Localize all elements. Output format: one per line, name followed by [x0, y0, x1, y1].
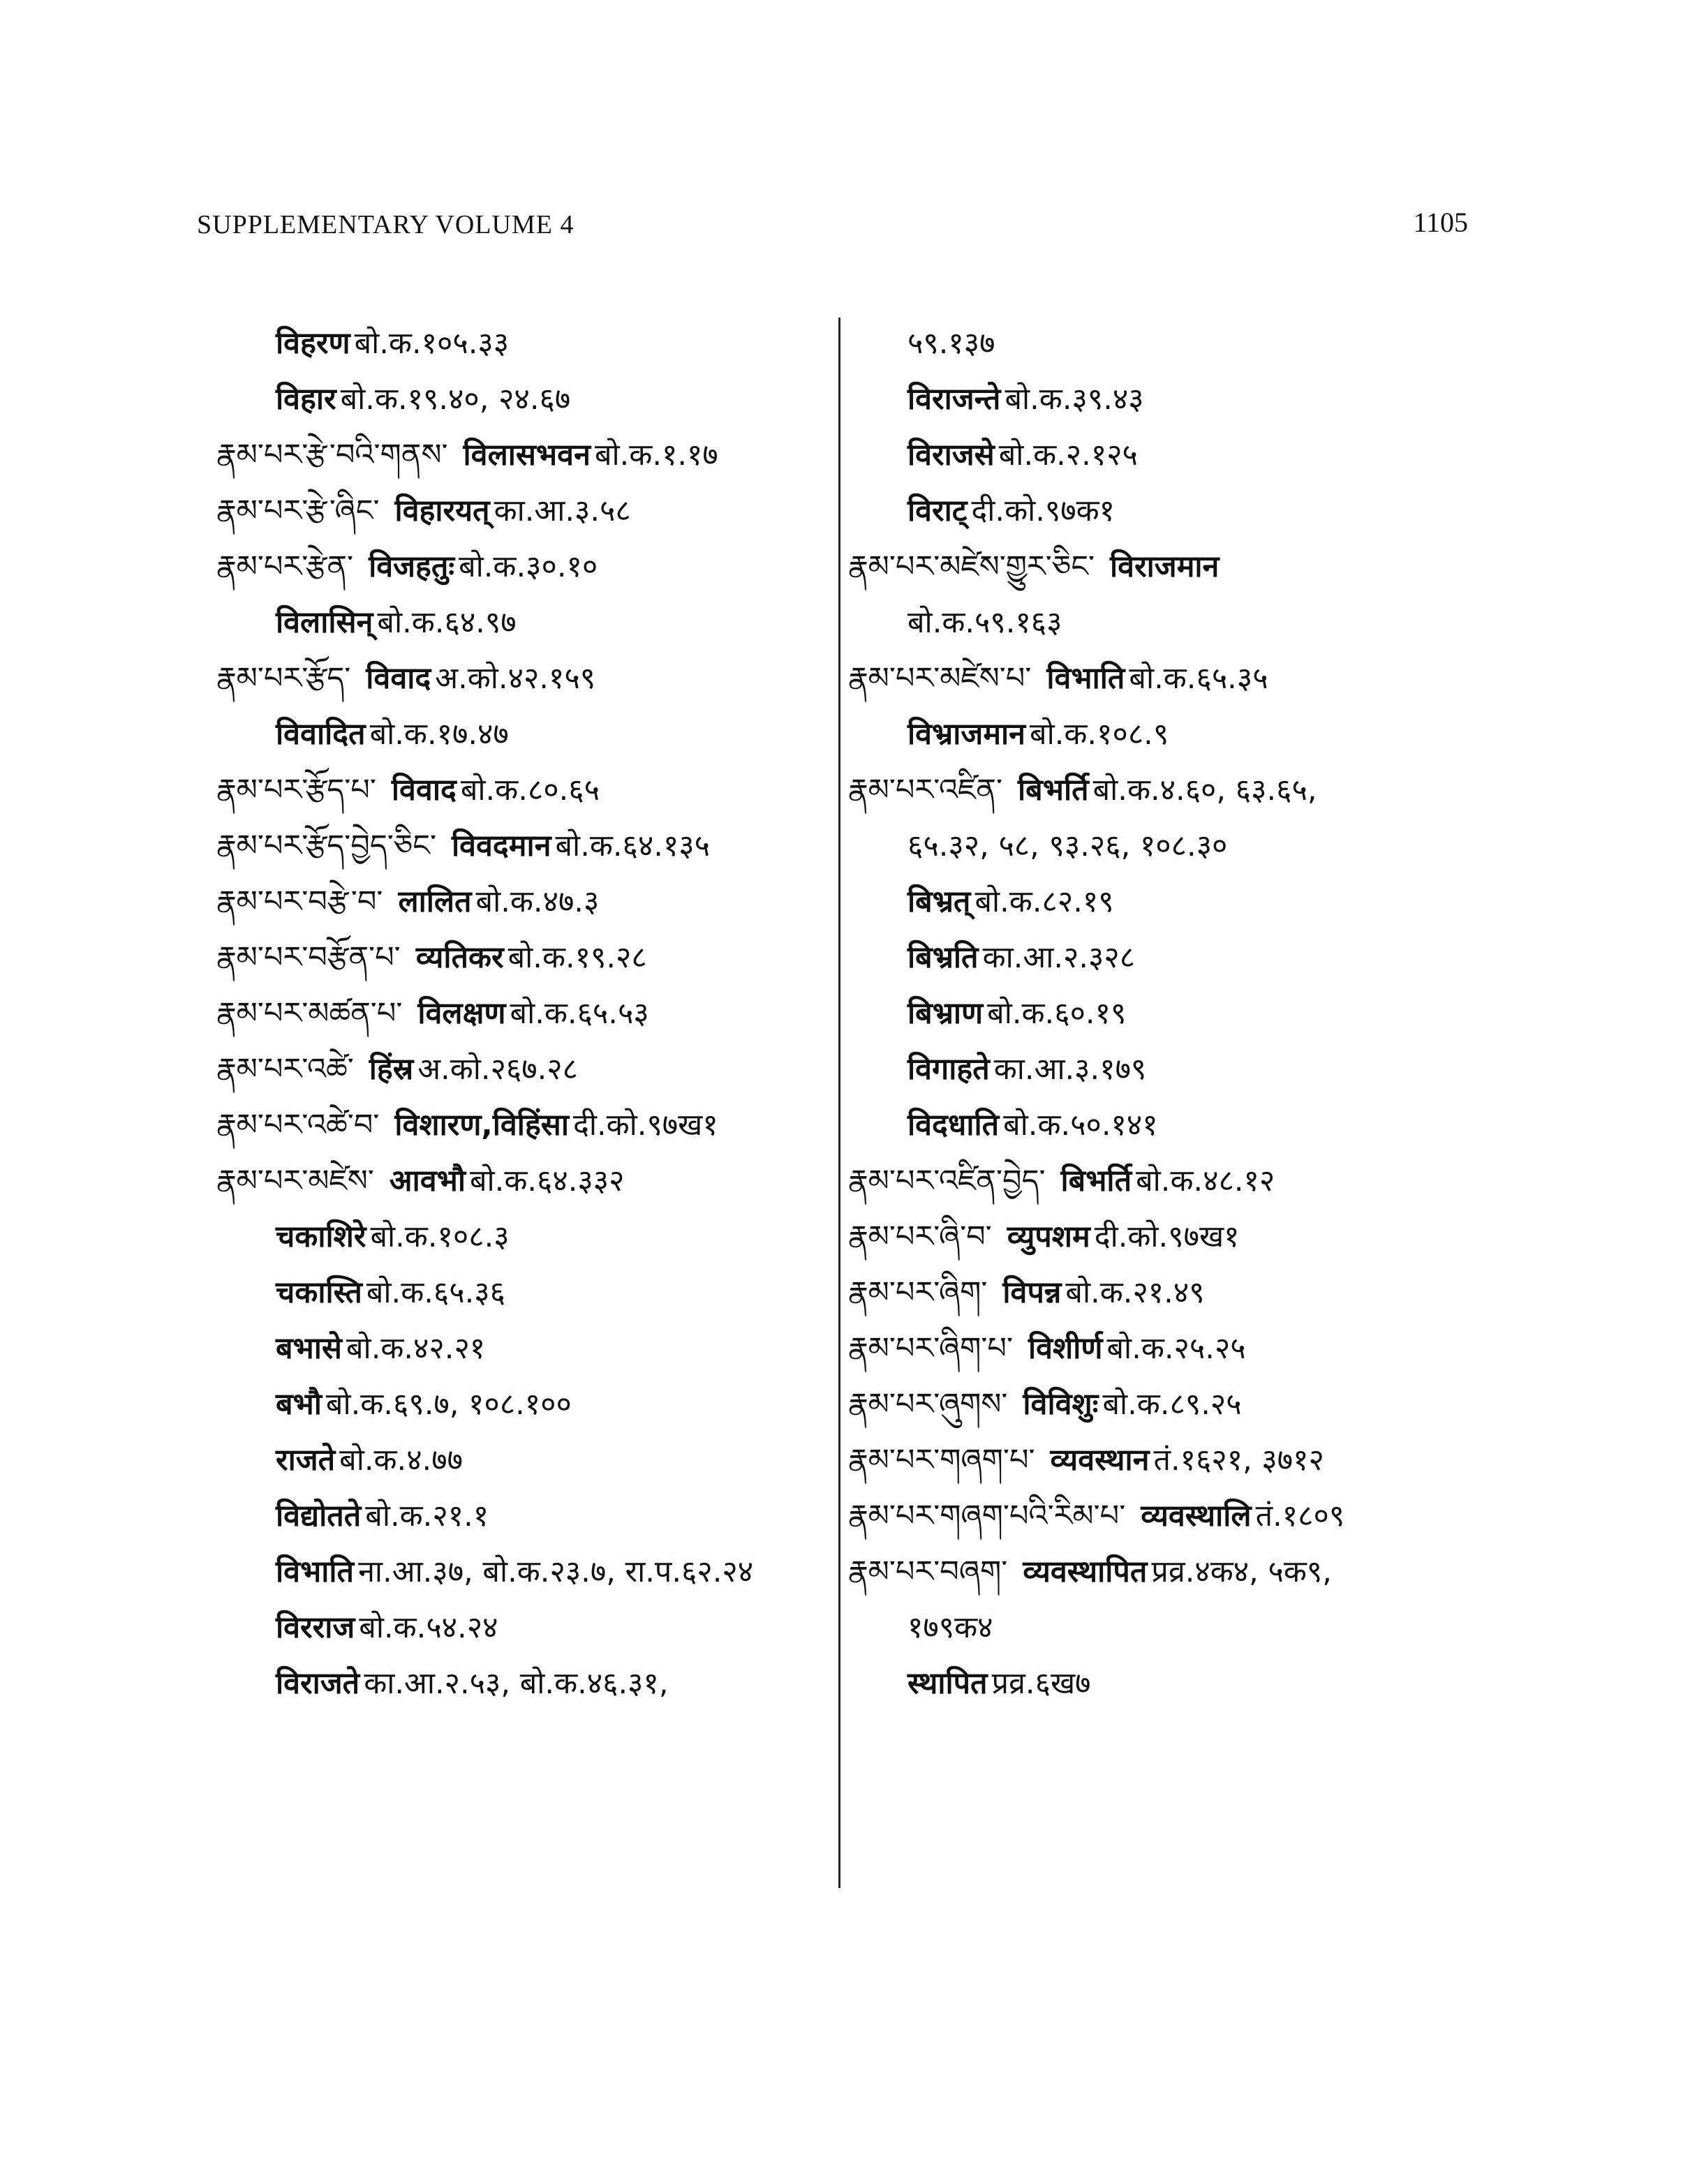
tibetan-term: རྣམ་པར་རྩེན་ [216, 549, 354, 584]
sanskrit-headword: विवाद [366, 661, 431, 696]
citation-reference: अ.को.४२.१५९ [435, 661, 596, 696]
sanskrit-headword: स्थापित [907, 1666, 988, 1701]
citation-reference: बो.क.६०.१९ [987, 996, 1127, 1031]
citation-reference: का.आ.३.१७९ [993, 1052, 1147, 1087]
citation-reference: दी.को.९७ख१ [1094, 1219, 1240, 1254]
citation-reference: बो.क.८२.१९ [974, 884, 1114, 919]
citation-reference: बो.क.६५.५३ [510, 996, 649, 1031]
dictionary-entry [216, 651, 831, 706]
tibetan-term: རྣམ་པར་ཞིག་པ་ [848, 1331, 1013, 1366]
citation-reference: बो.क.६४.३३२ [469, 1164, 625, 1198]
sanskrit-headword: हिंस्र [369, 1052, 414, 1087]
dictionary-entry [216, 1209, 831, 1265]
citation-reference: का.आ.३.५८ [494, 493, 631, 528]
tibetan-term: རྣམ་པར་མཚན་པ་ [216, 996, 403, 1031]
tibetan-term: རྣམ་པར་བཞག་ [848, 1554, 1008, 1589]
tibetan-term: རྣམ་པར་འཚེ་བ་ [216, 1108, 380, 1143]
sanskrit-headword: लालित [398, 884, 472, 919]
sanskrit-headword: विविशुः [1023, 1387, 1099, 1422]
citation-reference: प्रव्र.४क४, ५क९, [1151, 1554, 1332, 1589]
citation-reference: बो.क.४२.२१ [346, 1331, 486, 1366]
citation-reference: बो.क.८९.२५ [1102, 1387, 1242, 1422]
dictionary-entry [848, 539, 1511, 595]
citation-reference: बो.क.२१.४९ [1065, 1275, 1205, 1310]
citation-reference: बो.क.४.६०, ६३.६५, [1092, 773, 1317, 808]
dictionary-entry [848, 595, 1511, 651]
dictionary-entry [216, 874, 831, 930]
dictionary-entry [848, 986, 1511, 1041]
tibetan-term: རྣམ་པར་ཞི་བ་ [848, 1219, 992, 1254]
sanskrit-headword: बिभ्रति [907, 940, 979, 975]
tibetan-term: རྣམ་པར་བརྩོན་པ་ [216, 940, 401, 975]
tibetan-term: རྣམ་པར་འཚེ་ [216, 1052, 354, 1087]
citation-reference: बो.क.२.१२५ [998, 438, 1138, 473]
dictionary-entry [848, 1544, 1511, 1600]
page-number: 1105 [1413, 207, 1468, 238]
tibetan-term: རྣམ་པར་གཞག་པ་ [848, 1443, 1035, 1478]
sanskrit-headword: बभौ [276, 1387, 322, 1422]
sanskrit-headword: बिभ्रत् [907, 884, 971, 919]
citation-reference: अ.को.२६७.२८ [417, 1052, 579, 1087]
dictionary-entry [216, 986, 831, 1041]
sanskrit-headword: विराजमान [1110, 549, 1220, 584]
dictionary-entry [848, 1376, 1511, 1432]
citation-reference: बो.क.६५.३५ [1129, 661, 1268, 696]
dictionary-entry [216, 595, 831, 651]
dictionary-entry [848, 1321, 1511, 1376]
sanskrit-headword: विभ्राजमान [907, 717, 1026, 752]
dictionary-entry [216, 1321, 831, 1376]
sanskrit-headword: आवभौ [389, 1164, 466, 1198]
citation-reference: बो.क.२१.१ [365, 1499, 489, 1533]
tibetan-term: རྣམ་པར་གཞག་པའི་རིམ་པ་ [848, 1499, 1126, 1533]
dictionary-entry [848, 1041, 1511, 1097]
sanskrit-headword: विवदमान [451, 829, 551, 863]
dictionary-entry [216, 1600, 831, 1656]
sanskrit-headword: व्यवस्थान [1050, 1443, 1150, 1478]
citation-reference: बो.क.१०८.३ [370, 1219, 510, 1254]
sanskrit-headword: व्यवस्थापित [1023, 1554, 1148, 1589]
citation-reference: बो.क.१७.४७ [369, 717, 509, 752]
dictionary-entry [848, 1432, 1511, 1488]
citation-reference: बो.क.३९.४३ [1005, 382, 1144, 417]
dictionary-entry [216, 539, 831, 595]
sanskrit-headword: विहरण [276, 326, 350, 361]
dictionary-entry [848, 427, 1511, 483]
citation-reference: बो.क.६९.७, १०८.१०० [325, 1387, 572, 1422]
sanskrit-headword: विजहतुः [369, 549, 455, 584]
sanskrit-headword: राजते [276, 1443, 336, 1478]
sanskrit-headword: विपन्न [1002, 1275, 1062, 1310]
citation-reference: का.आ.२.३२८ [982, 940, 1136, 975]
citation-reference: बो.क.३०.१० [459, 549, 598, 584]
running-header: SUPPLEMENTARY VOLUME 4 [197, 210, 575, 239]
sanskrit-headword: विराट् [907, 493, 968, 528]
dictionary-entry [216, 1376, 831, 1432]
sanskrit-headword: विद्योतते [276, 1499, 362, 1533]
tibetan-term: རྣམ་པར་འཛིན་བྱེད་ [848, 1164, 1046, 1198]
sanskrit-headword: विरराज [276, 1610, 355, 1645]
sanskrit-headword: विराजते [276, 1666, 360, 1701]
tibetan-term: རྣམ་པར་རྩེ་ཞིང་ [216, 493, 380, 528]
sanskrit-headword: व्युपशम [1007, 1219, 1090, 1254]
tibetan-term: རྣམ་པར་རྩོད་བྱེད་ཅིང་ [216, 829, 436, 863]
citation-reference: का.आ.२.५३, बो.क.४६.३१, [364, 1666, 669, 1701]
tibetan-term: རྣམ་པར་མཛེས་པ་ [848, 661, 1032, 696]
citation-reference: दी.को.९७क१ [971, 493, 1115, 528]
sanskrit-headword: विवादित [276, 717, 366, 752]
citation-reference: बो.क.४८.१२ [1136, 1164, 1275, 1198]
dictionary-entry [216, 1041, 831, 1097]
tibetan-term: རྣམ་པར་མཛེས་གྱུར་ཅིང་ [848, 549, 1095, 584]
dictionary-entry [848, 1153, 1511, 1209]
dictionary-entry [216, 1153, 831, 1209]
tibetan-term: རྣམ་པར་བརྩེ་བ་ [216, 884, 383, 919]
dictionary-entry [848, 762, 1511, 818]
citation-reference: ५९.१३७ [907, 326, 995, 361]
sanskrit-headword: विलक्षण [417, 996, 506, 1031]
sanskrit-headword: बिभर्ति [1018, 773, 1089, 808]
dictionary-entry [848, 1488, 1511, 1544]
sanskrit-headword: बभासे [276, 1331, 342, 1366]
sanskrit-headword: बिभर्ति [1060, 1164, 1132, 1198]
citation-reference: बो.क.१९.४०, २४.६७ [340, 382, 571, 417]
right-column [848, 315, 1511, 1711]
citation-reference: १७९क४ [907, 1610, 993, 1645]
dictionary-entry [216, 1488, 831, 1544]
dictionary-entry [216, 427, 831, 483]
dictionary-entry [216, 1265, 831, 1321]
sanskrit-headword: विशीर्ण [1028, 1331, 1103, 1366]
citation-reference: ६५.३२, ५८, ९३.२६, १०८.३० [907, 829, 1228, 863]
citation-reference: तं.१६२१, ३७१२ [1153, 1443, 1324, 1478]
citation-reference: बो.क.४७.३ [475, 884, 600, 919]
citation-reference: बो.क.६४.९७ [377, 605, 517, 640]
dictionary-entry [848, 1209, 1511, 1265]
sanskrit-headword: विशारण,विहिंसा [394, 1108, 569, 1143]
citation-reference: बो.क.५९.१६३ [907, 605, 1062, 640]
tibetan-term: རྣམ་པར་ཞིག་ [848, 1275, 988, 1310]
sanskrit-headword: विलासभवन [463, 438, 591, 473]
sanskrit-headword: विभाति [276, 1554, 355, 1589]
dictionary-entry [216, 1656, 831, 1711]
dictionary-entry [216, 371, 831, 427]
sanskrit-headword: विलासिन् [276, 605, 373, 640]
dictionary-entry [848, 930, 1511, 986]
citation-reference: ना.आ.३७, बो.क.२३.७, रा.प.६२.२४ [358, 1554, 754, 1589]
citation-reference: बो.क.८०.६५ [460, 773, 600, 808]
dictionary-entry [848, 651, 1511, 706]
citation-reference: बो.क.६५.३६ [366, 1275, 506, 1310]
tibetan-term: རྣམ་པར་རྩོད་པ་ [216, 773, 376, 808]
dictionary-entry [216, 483, 831, 539]
citation-reference: बो.क.१९.२८ [507, 940, 647, 975]
dictionary-entry [216, 706, 831, 762]
sanskrit-headword: विदधाति [907, 1108, 1000, 1143]
citation-reference: बो.क.५४.२४ [359, 1610, 498, 1645]
dictionary-entry [216, 930, 831, 986]
tibetan-term: རྣམ་པར་འཛིན་ [848, 773, 1003, 808]
column-divider [838, 318, 840, 1888]
citation-reference: बो.क.५०.१४१ [1003, 1108, 1158, 1143]
dictionary-entry [848, 483, 1511, 539]
left-column [216, 315, 831, 1711]
sanskrit-headword: चकाशिरे [276, 1219, 366, 1254]
citation-reference: बो.क.१.१७ [594, 438, 718, 473]
dictionary-entry [848, 1656, 1511, 1711]
sanskrit-headword: चकास्ति [276, 1275, 362, 1310]
sanskrit-headword: विगाहते [907, 1052, 990, 1087]
citation-reference: तं.१८०९ [1255, 1499, 1345, 1533]
citation-reference: दी.को.९७ख१ [572, 1108, 718, 1143]
sanskrit-headword: व्यवस्थालि [1141, 1499, 1252, 1533]
dictionary-entry [848, 874, 1511, 930]
citation-reference: बो.क.१०८.९ [1030, 717, 1169, 752]
dictionary-entry [216, 315, 831, 371]
sanskrit-headword: विभाति [1046, 661, 1125, 696]
sanskrit-headword: विवाद [391, 773, 457, 808]
dictionary-entry [216, 818, 831, 874]
dictionary-entry [848, 818, 1511, 874]
tibetan-term: རྣམ་པར་མཛེས་ [216, 1164, 374, 1198]
sanskrit-headword: विराजन्ते [907, 382, 1001, 417]
citation-reference: बो.क.२५.२५ [1106, 1331, 1246, 1366]
dictionary-entry [216, 762, 831, 818]
dictionary-entry [216, 1432, 831, 1488]
dictionary-entry [848, 1097, 1511, 1153]
sanskrit-headword: विहार [276, 382, 336, 417]
tibetan-term: རྣམ་པར་རྩོད་ [216, 661, 351, 696]
dictionary-entry [216, 1097, 831, 1153]
tibetan-term: རྣམ་པར་ཞུགས་ [848, 1387, 1008, 1422]
dictionary-entry [216, 1544, 831, 1600]
citation-reference: बो.क.४.७७ [339, 1443, 463, 1478]
citation-reference: बो.क.१०५.३३ [354, 326, 510, 361]
sanskrit-headword: विराजसे [907, 438, 995, 473]
citation-reference: बो.क.६४.१३५ [555, 829, 711, 863]
dictionary-entry [848, 371, 1511, 427]
sanskrit-headword: विहारयत् [394, 493, 490, 528]
tibetan-term: རྣམ་པར་རྩེ་བའི་གནས་ [216, 438, 448, 473]
citation-reference: प्रव्र.६ख७ [991, 1666, 1091, 1701]
sanskrit-headword: व्यतिकर [415, 940, 504, 975]
dictionary-entry [848, 706, 1511, 762]
sanskrit-headword: बिभ्राण [907, 996, 984, 1031]
dictionary-entry [848, 315, 1511, 371]
dictionary-entry [848, 1265, 1511, 1321]
dictionary-entry [848, 1600, 1511, 1656]
